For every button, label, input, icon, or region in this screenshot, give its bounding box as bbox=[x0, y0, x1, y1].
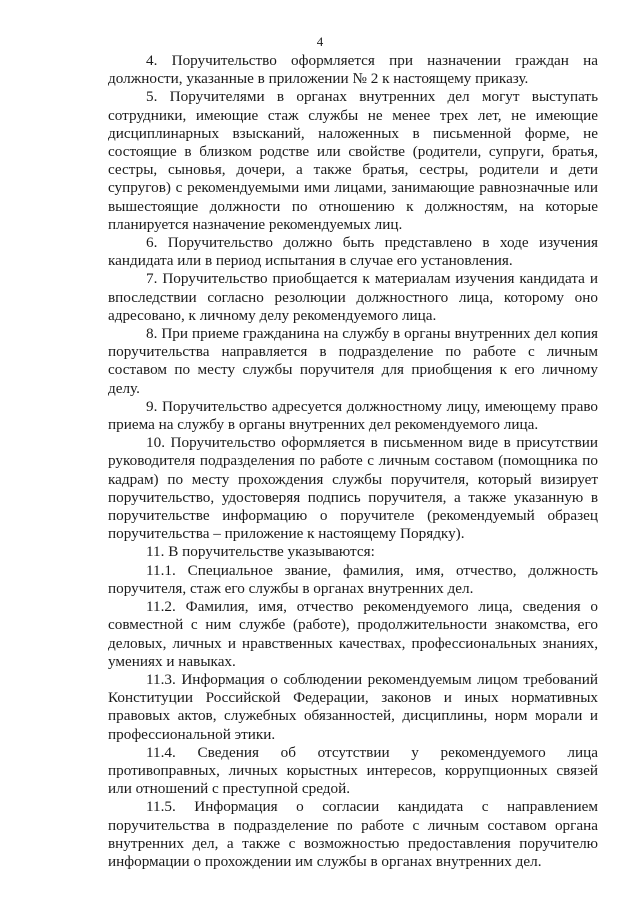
paragraph-11-2: 11.2. Фамилия, имя, отчество рекомендуемого лица, сведения о совместной с ним службе (работе), продолжительности знакомства, его деловых, личных и нравственных качествах, профессиональных знаниях, умениях и навыках. bbox=[108, 598, 598, 670]
paragraph-6: 6. Поручительство должно быть представлено в ходе изучения кандидата или в период испытания в случае его установления. bbox=[108, 234, 598, 270]
paragraph-11-5: 11.5. Информация о согласии кандидата с направлением поручительства в подразделение по работе с личным составом органа внутренних дел, а также с возможностью предоставления поручителю информации о прохождении им службы в органах внутренних дел. bbox=[108, 798, 598, 870]
page-number: 4 bbox=[316, 34, 324, 49]
paragraph-5: 5. Поручителями в органах внутренних дел могут выступать сотрудники, имеющие стаж службы не менее трех лет, не имеющие дисциплинарных взысканий, наложенных в письменной форме, не состоящие в близком родстве или свойстве (родители, супруги, братья, сестры, сыновья, дочери, а также братья, сестры, родители и дети супругов) с рекомендуемыми ими лицами, занимающие равнозначные или вышестоящие должности по отношению к должностям, на которые планируется назначение рекомендуемых лиц. bbox=[108, 88, 598, 233]
paragraph-9: 9. Поручительство адресуется должностному лицу, имеющему право приема на службу в органы внутренних дел рекомендуемого лица. bbox=[108, 397, 598, 434]
paragraph-11-4: 11.4. Сведения об отсутствии у рекомендуемого лица противоправных, личных корыстных интересов, коррупционных связей или отношений с преступной средой. bbox=[108, 743, 598, 798]
paragraph-11-1: 11.1. Специальное звание, фамилия, имя, отчество, должность поручителя, стаж его службы в органах внутренних дел. bbox=[108, 561, 598, 597]
paragraph-8: 8. При приеме гражданина на службу в органы внутренних дел копия поручительства направляется в подразделение по работе с личным составом по месту службы поручителя для приобщения к его личному делу. bbox=[108, 325, 598, 397]
paragraph-10: 10. Поручительство оформляется в письменном виде в присутствии руководителя подразделения по работе с личным составом (помощника по кадрам) по месту прохождения службы поручителя, который визирует поручительство, удостоверяя подпись поручителя, а также указанную в поручительстве информацию о поручителе (рекомендуемый образец поручительства – приложение к настоящему Порядку). bbox=[108, 434, 598, 543]
paragraph-7: 7. Поручительство приобщается к материалам изучения кандидата и впоследствии согласно резолюции должностного лица, которому оно адресовано, к личному делу рекомендуемого лица. bbox=[108, 270, 598, 324]
paragraph-4: 4. Поручительство оформляется при назначении граждан на должности, указанные в приложении № 2 к настоящему приказу. bbox=[108, 52, 598, 88]
paragraph-11-3: 11.3. Информация о соблюдении рекомендуемым лицом требований Конституции Российской Федерации, законов и иных нормативных правовых актов, служебных обязанностей, дисциплины, норм морали и профессиональной этики. bbox=[108, 670, 598, 743]
document-body bbox=[108, 52, 598, 871]
paragraph-11: 11. В поручительстве указываются: bbox=[146, 543, 375, 561]
